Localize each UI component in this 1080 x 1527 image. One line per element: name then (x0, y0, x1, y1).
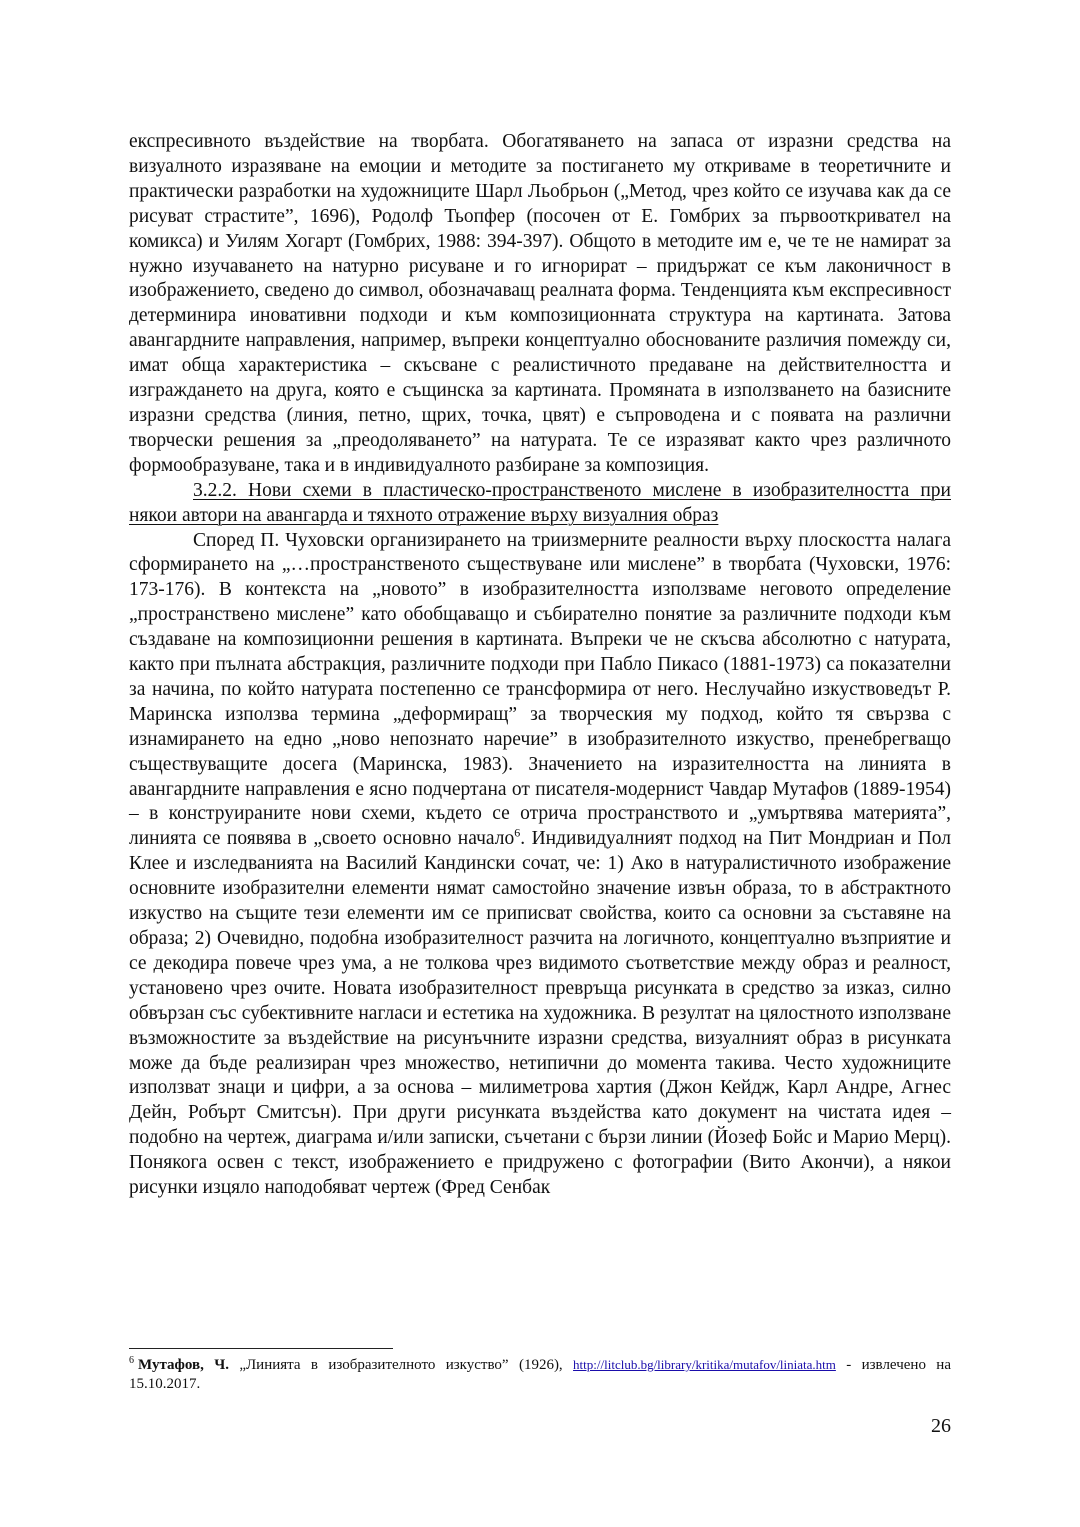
footnote-separator (129, 1348, 393, 1349)
page-number: 26 (931, 1415, 951, 1437)
footnote-number: 6 (129, 1355, 134, 1366)
footnote-title: „Линията в изобразителното изкуство” (1926), (228, 1357, 574, 1373)
footnote-suffix: - извлечено на 15.10.2017. (129, 1357, 951, 1392)
paragraph-2-part-1: Според П. Чуховски организирането на триизмерните реалности върху плоскостта налага сформирането на „…пространственото съществуване или мислене” в творбата (Чуховски, 1976: 173-176). В контекста на „новото” в изобразителността използваме неговото определение „пространствено мислене” като обобщаващо и събирателно понятие за различните подходи към създаване на композиционни решения в картината. Въпреки че не скъсва абсолютно с натурата, както при пълната абстракция, различните подходи при Пабло Пикасо (1881-1973) са показателни за начина, по който натурата постепенно се трансформира от него. Неслучайно изкуствоведът Р. Маринска използва термина „деформиращ” за творческия му подход, който тя свързва с изнамирането на едно „ново непознато наречие” в изобразителното изкуство, пренебрегващо съществуващите досега (Маринска, 1983). Значението на изразителността на линията в авангардните направления е ясно подчертана от писателя-модернист Чавдар Мутафов (1889-1954) – в конструираните нови схеми, където се отрича пространството и „умъртвява материята”, линията се появява в „своето основно начало (129, 529, 951, 850)
footnote-author: Мутафов, Ч. (138, 1357, 229, 1373)
paragraph-1: експресивното въздействие на творбата. Обогатяването на запаса от изразни средства на визуалното изразяване на емоции и методите за постигането му откриваме в теоретичните и практически разработки на художниците Шарл Льобрьон („Метод, чрез който се изучава как да се рисуват страстите”, 1696), Родолф Тьопфер (посочен от Е. Гомбрих за първооткривател на комикса) и Уилям Хогарт (Гомбрих, 1988: 394-397). Общото в методите им е, че те не намират за нужно изучаването на натурно рисуване и го игнорират – придържат се към лаконичност в изображението, сведено до символ, обозначаващ реалната форма. Тенденцията към експресивност детерминира иновативни подходи и към композиционната структура на картината. Затова авангардните направления, например, въпреки концептуално обоснованите различия помежду си, имат обща характеристика – скъсване с реалистичното предаване на действителността и изграждането на друга, която е същинска за картината. Промяната в използването на базисните изразни средства (линия, петно, щрих, точка, цвят) е съпроводена и с появата на различни творчески решения за „преодоляването” на натурата. Те се изразяват както чрез различното формообразуване, така и в индивидуалното разбиране за композиция. (129, 131, 951, 476)
footnote (129, 1355, 951, 1394)
footnote-reference[interactable]: 6 (514, 825, 521, 840)
section-heading: 3.2.2. Нови схеми в пластическо-пространственото мислене в изобразителността при някои автори на авангарда и тяхното отражение върху визуалния образ (129, 479, 951, 526)
footnote-link[interactable]: http://litclub.bg/library/kritika/mutafov/liniata.htm (573, 1357, 836, 1372)
body-text (129, 130, 951, 1201)
paragraph-2-part-2: . Индивидуалният подход на Пит Мондриан и Пол Клее и изследванията на Василий Кандински сочат, че: 1) Ако в натуралистичното изображение основните изобразителни елементи нямат самостойно значение извън образа, то в абстрактното изкуство на същите тези елементи им се приписват свойства, които са основни за съставяне на образа; 2) Очевидно, подобна изобразителност разчита на логичното, концептуално възприятие и се декодира повече чрез ума, а не толкова чрез видимото съответствие между образ и реалност, установено чрез очите. Новата изобразителност превръща рисунката в средство за изказ, силно обвързан със субективните нагласи и естетика на художника. В резултат на цялостното използване възможностите за въздействие на рисунъчните изразни средства, визуалният образ в рисунката може да бъде реализиран чрез множество, нетипични до момента такива. Често художниците използват знаци и цифри, а за основа – милиметрова хартия (Джон Кейдж, Карл Андре, Агнес Дейн, Робърт Смитсън). При други рисунката въздейства като документ на чистата идея – подобно на чертеж, диаграма и/или записки, съчетани с бързи линии (Йозеф Бойс и Марио Мерц). Понякога освен с текст, изображението е придружено с фотографии (Вито Акончи), а някои рисунки изцяло наподобяват чертеж (Фред Сенбак (129, 828, 952, 1199)
paragraph-2 (129, 529, 951, 1201)
section-heading-line (129, 479, 951, 529)
